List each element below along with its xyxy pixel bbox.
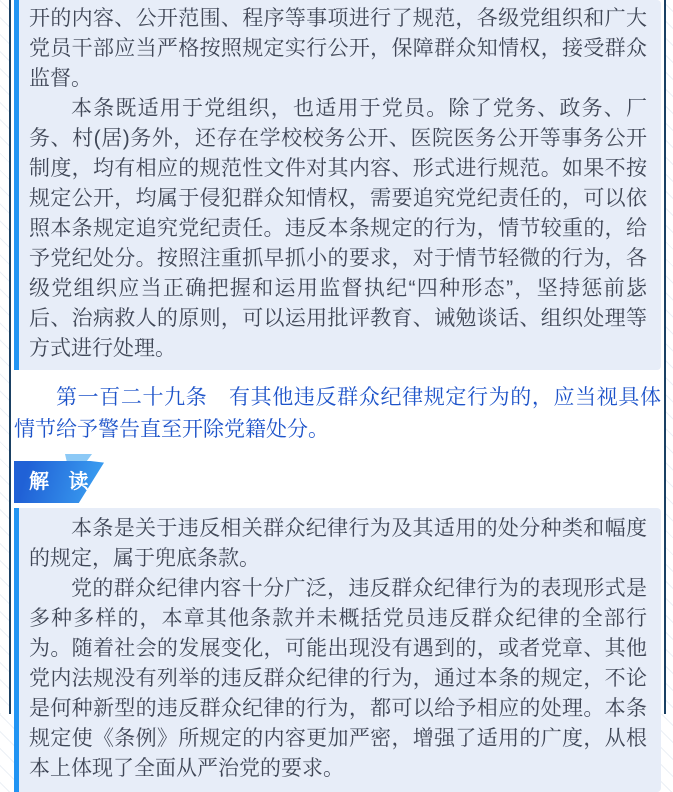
interpretation-paragraph: 党的群众纪律内容十分广泛，违反群众纪律行为的表现形式是多种多样的，本章其他条款并未概括党员违反群众纪律的全部行为。随着社会的发展变化，可能出现没有遇到的，或者党章、其他党内法规没有列举的违反群众纪律的行为，通过本条的规定，不论是何种新型的违反群众纪律的行为，都可以给予相应的处理。本条规定使《条例》所规定的内容更加严密，增强了适用的广度，从根本上体现了全面从严治党的要求。 bbox=[29, 577, 647, 780]
article-129-text: 第一百二十九条 有其他违反群众纪律规定行为的，应当视具体情节给予警告直至开除党籍处分。 bbox=[14, 386, 661, 441]
badge-label: 解 读 bbox=[29, 471, 96, 493]
commentary-box-top bbox=[14, 0, 661, 370]
commentary-paragraph: 本条既适用于党组织，也适用于党员。除了党务、政务、厂务、村(居)务外，还存在学校校务公开、医院医务公开等事务公开制度，均有相应的规范性文件对其内容、形式进行规范。如果不按规定公开，均属于侵犯群众知情权，需要追究党纪责任的，可以依照本条规定追究党纪责任。违反本条规定的行为，情节较重的，给予党纪处分。按照注重抓早抓小的要求，对于情节轻微的行为，各级党组织应当正确把握和运用监督执纪“四种形态”，坚持惩前毖后、治病救人的原则，可以运用批评教育、诫勉谈话、组织处理等方式进行处理。 bbox=[29, 97, 647, 360]
interpretation-box bbox=[14, 508, 661, 792]
jiedu-section-badge bbox=[14, 454, 134, 504]
commentary-paragraph: 开的内容、公开范围、程序等事项进行了规范，各级党组织和广大党员干部应当严格按照规定实行公开，保障群众知情权，接受群众监督。 bbox=[29, 7, 647, 90]
article-content-column bbox=[14, 0, 661, 792]
article-page bbox=[9, 0, 666, 780]
interpretation-paragraph: 本条是关于违反相关群众纪律行为及其适用的处分种类和幅度的规定，属于兜底条款。 bbox=[29, 517, 647, 570]
